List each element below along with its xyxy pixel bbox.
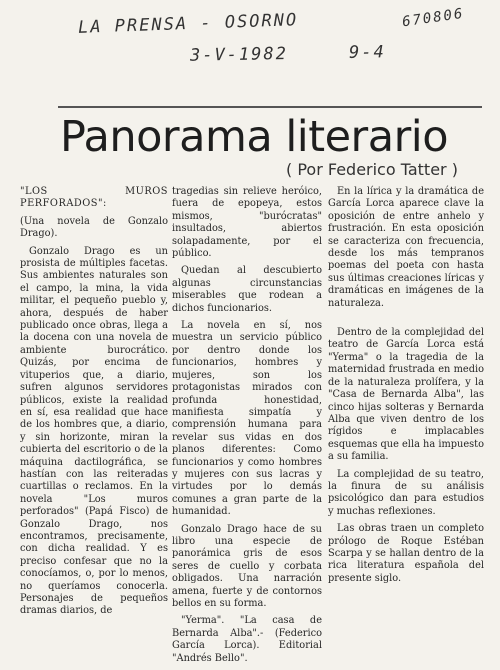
paragraph: Gonzalo Drago hace de su libro una especie de panorámica gris de esos seres de cuello y corbata obligados. Una narración amena, fuerte y de contornos bellos en su forma. [172, 523, 322, 609]
paragraph: Gonzalo Drago es un prosista de múltiples facetas. Sus ambientes naturales son el campo, la mina, la vida militar, el pequeño pueblo y, ahora, después de haber publicado once obras, llega a la docena con una novela de ambiente burocrático. Quizás, por encima de vituperios que, a diario, sufren algunos servidores públicos, existe la realidad en sí, esa realidad que hace de los hombres que, a diario, y sin horizonte, miran la cubierta del escritorio o de la máquina dactilográfica, se hastían con las reiteradas cuartillas o reclamos. En la novela "Los muros perforados" (Papá Fisco) de Gonzalo Drago, nos encontramos, precisamente, con dicha realidad. Y es preciso confesar que no la conocíamos, o, por lo menos, no queríamos conocerla. Personajes de pequeños dramas diarios, de [20, 245, 168, 617]
paragraph: Las obras traen un completo prólogo de Roque Estéban Scarpa y se hallan dentro de la rica literatura española del presente siglo. [328, 523, 484, 584]
handwritten-archive-code: 670806 [401, 5, 466, 31]
paragraph: La novela en sí, nos muestra un servicio público por dentro donde los funcionarios, hombres y mujeres, son los protagonistas mirados con profunda honestidad, manifiesta simpatía y comprensión humana para revelar sus vidas en dos planos diferentes: Como funcionarios y como hombres y mujeres con sus lacras y virtudes por lo demás comunes a gran parte de la humanidad. [172, 320, 322, 518]
article-title: Panorama literario [60, 112, 449, 162]
headline-rule [58, 106, 482, 108]
handwritten-newspaper-name: LA PRENSA - OSORNO [77, 10, 299, 38]
paragraph: Dentro de la complejidad del teatro de García Lorca está "Yerma" o la tragedia de la maternidad frustrada en medio de la naturaleza prolífera, y la "Casa de Bernarda Alba", las cinco hijas solteras y Bernarda Alba que viven dentro de los rígidos e implacables esquemas que ella ha impuesto a su familia. [328, 327, 484, 463]
article-column-2 [172, 186, 322, 670]
handwritten-date-value: 3-V-1982 [189, 44, 289, 66]
article-column-1 [20, 186, 168, 623]
paragraph: La complejidad de su teatro, la finura de su análisis psicológico dan para estudios y muchas reflexiones. [328, 468, 484, 517]
handwritten-page: 9-4 [348, 42, 386, 63]
paragraph: En la lírica y la dramática de García Lorca aparece clave la oposición de entre anhelo y frustración. En esta oposición se caracteriza con frecuencia, desde los más tempranos poemas del poeta con hasta sus últimas creaciones líricas y dramáticas en imágenes de la naturaleza. [328, 186, 484, 309]
review-heading: "LOS MUROS PERFORADOS": [20, 186, 168, 210]
review-subheading: (Una novela de Gonzalo Drago). [20, 215, 168, 240]
paragraph: tragedias sin relieve heróico, fuera de epopeya, estos mismos, "burócratas" insultados, abiertos solapadamente, por el público. [172, 186, 322, 260]
article-byline: ( Por Federico Tatter ) [286, 160, 458, 179]
spacer [328, 315, 484, 327]
paragraph: Quedan al descubierto algunas circunstancias miserables que rodean a dichos funcionarios. [172, 265, 322, 314]
article-column-3 [328, 186, 484, 590]
paragraph: "Yerma". "La casa de Bernarda Alba".- (Federico García Lorca). Editorial "Andrés Bello". [172, 615, 322, 664]
handwritten-date [190, 42, 386, 65]
